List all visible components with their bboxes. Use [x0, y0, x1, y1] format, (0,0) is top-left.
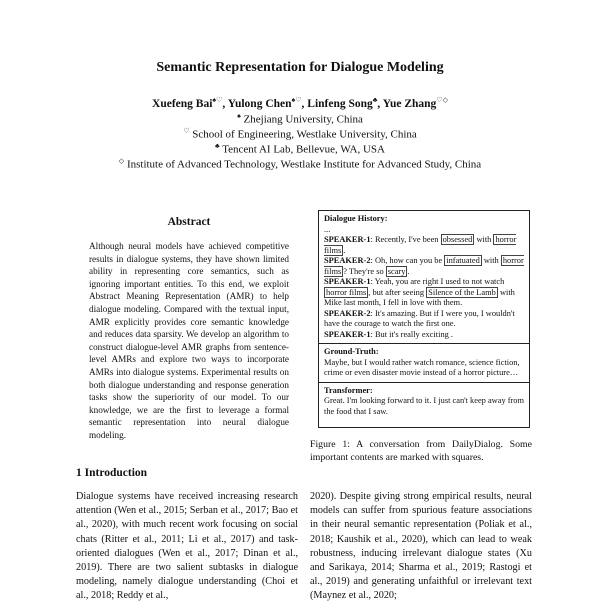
- affiliation-marker: ♣: [215, 142, 220, 150]
- marked-entity: infatuated: [446, 256, 480, 265]
- turn-text: with: [481, 256, 501, 265]
- turn-text: : Yeah, you are right I used to not watch: [370, 277, 505, 286]
- transformer-section: [319, 382, 529, 421]
- history-heading: Dialogue History:: [324, 214, 388, 223]
- marked-entity: Silence of the Lamb: [428, 287, 496, 297]
- author-name: Linfeng Song: [307, 97, 373, 110]
- turn-text: ? They're so: [343, 266, 386, 276]
- dialogue-turn: [324, 277, 524, 309]
- affiliation-text: Zhejiang University, China: [243, 113, 363, 126]
- turn-text: : Recently, I've been: [370, 235, 441, 244]
- dialogue-turn: [324, 330, 524, 341]
- marked-entity: horror films: [324, 235, 517, 255]
- paper-title: Semantic Representation for Dialogue Modeling: [156, 60, 444, 75]
- affiliation-line: [0, 142, 600, 156]
- turn-text: : It's amazing. But if I were you, I wouldn't have the courage to watch the first one.: [324, 308, 515, 328]
- affiliation-line: [0, 127, 600, 141]
- speaker-label: SPEAKER-1: [324, 329, 371, 339]
- affiliation-marker: ♡: [183, 127, 190, 135]
- marked-entity: scary: [387, 266, 406, 276]
- affiliation-marker: ◇: [118, 157, 125, 165]
- affiliation-line: [0, 112, 600, 126]
- turn-text: .: [407, 266, 410, 276]
- affiliation-marker: ♣: [372, 96, 378, 104]
- speaker-label: SPEAKER-1: [324, 277, 371, 286]
- dialogue-turn: [324, 256, 524, 277]
- affiliation-text: Tencent AI Lab, Bellevue, WA, USA: [222, 143, 385, 156]
- author-list: Xuefeng Bai♠♡, Yulong Chen♠♡, Linfeng Song♣, Yue Zhang♡◇: [152, 96, 448, 110]
- intro-text-right-column: 2020). Despite giving strong empirical results, neural models can suffer from spurious feature associations in their neural semantic representation (Poliak et al., 2018; Kaushik et al., 2020), which can lead to weak robustness, inducing irrelevant dialogue states (Xu and Sarikaya, 2014; Sharma et al., 2019; Rastogi et al., 2019) and generating unfaithful or irrelevant text (Maynez et al., 2020;: [310, 491, 532, 602]
- affiliation-line: [0, 157, 600, 171]
- author-name: Xuefeng Bai: [152, 97, 213, 110]
- turn-text: with: [474, 235, 494, 244]
- ground-truth-heading: Ground-Truth:: [324, 347, 379, 356]
- transformer-heading: Transformer:: [324, 385, 373, 395]
- marked-entity: horror films: [326, 287, 367, 297]
- speaker-label: SPEAKER-2: [324, 256, 371, 265]
- turn-text: with Mike last month, I fell in love with them.: [324, 287, 515, 307]
- abstract-text: Although neural models have achieved competitive results in dialogue systems, they have shown limited ability in representing core semantics, such as ignoring important entities. To this end, we exploit Abstract Meaning Representation (AMR) to help dialogue modeling. Compared with the textual input, AMR explicitly provides core semantic knowledge and reduces data sparsity. We develop an algorithm to construct dialogue-level AMR graphs from sentence-level AMRs and explore two ways to incorporate AMRs into dialogue systems. Experimental results on both dialogue understanding and response generation tasks show the superiority of our model. To our knowledge, we are the first to leverage a formal semantic representation into neural dialogue modeling.: [89, 241, 289, 440]
- affiliation-text: School of Engineering, Westlake University, China: [192, 128, 417, 141]
- ground-truth-text: Maybe, but I would rather watch romance, science fiction, crime or even disaster movie instead of a horror picture…: [324, 357, 520, 377]
- turn-text: , but after seeing: [368, 287, 427, 297]
- turn-text: : But it's really exciting .: [370, 329, 454, 339]
- marked-entity: horror films: [324, 256, 524, 276]
- affiliation-marker: ♠♡: [212, 96, 223, 104]
- author-name: Yulong Chen: [227, 97, 292, 110]
- speaker-label: SPEAKER-1: [324, 235, 371, 244]
- speaker-label: SPEAKER-2: [324, 308, 371, 318]
- author-name: Yue Zhang: [382, 97, 437, 110]
- affiliation-marker: ♠: [237, 112, 241, 120]
- figure-caption: Figure 1: A conversation from DailyDialog. Some important contents are marked with squares.: [310, 439, 532, 463]
- affiliation-marker: ♠♡: [291, 96, 302, 104]
- transformer-text: Great. I'm looking forward to it. I just can't keep away from the food that I saw.: [324, 396, 525, 416]
- turn-text: : Oh, how can you be: [370, 256, 445, 265]
- dialogue-history-section: [319, 211, 529, 343]
- turn-text: .: [343, 245, 346, 255]
- marked-entity: obsessed: [442, 235, 473, 244]
- intro-text-left-column: Dialogue systems have received increasing research attention (Wen et al., 2015; Serban et al., 2017; Bao et al., 2020), with much recent work focusing on social chats (Ritter et al., 2011; Li et al., 2017) and task-oriented dialogues (Wen et al., 2017; Dinan et al., 2019). There are two salient subtasks in dialogue modeling, namely dialogue understanding (Choi et al., 2018; Reddy et al.,: [76, 491, 298, 602]
- section-heading: 1 Introduction: [76, 467, 148, 479]
- history-ellipsis: ...: [324, 224, 331, 234]
- dialogue-turn: [324, 235, 524, 256]
- ground-truth-section: [319, 343, 529, 382]
- dialogue-figure: [318, 210, 530, 428]
- affiliation-text: Institute of Advanced Technology, Westlake Institute for Advanced Study, China: [126, 158, 482, 171]
- affiliation-marker: ♡◇: [436, 96, 448, 104]
- dialogue-turn: [324, 309, 524, 330]
- abstract-heading: Abstract: [167, 216, 211, 228]
